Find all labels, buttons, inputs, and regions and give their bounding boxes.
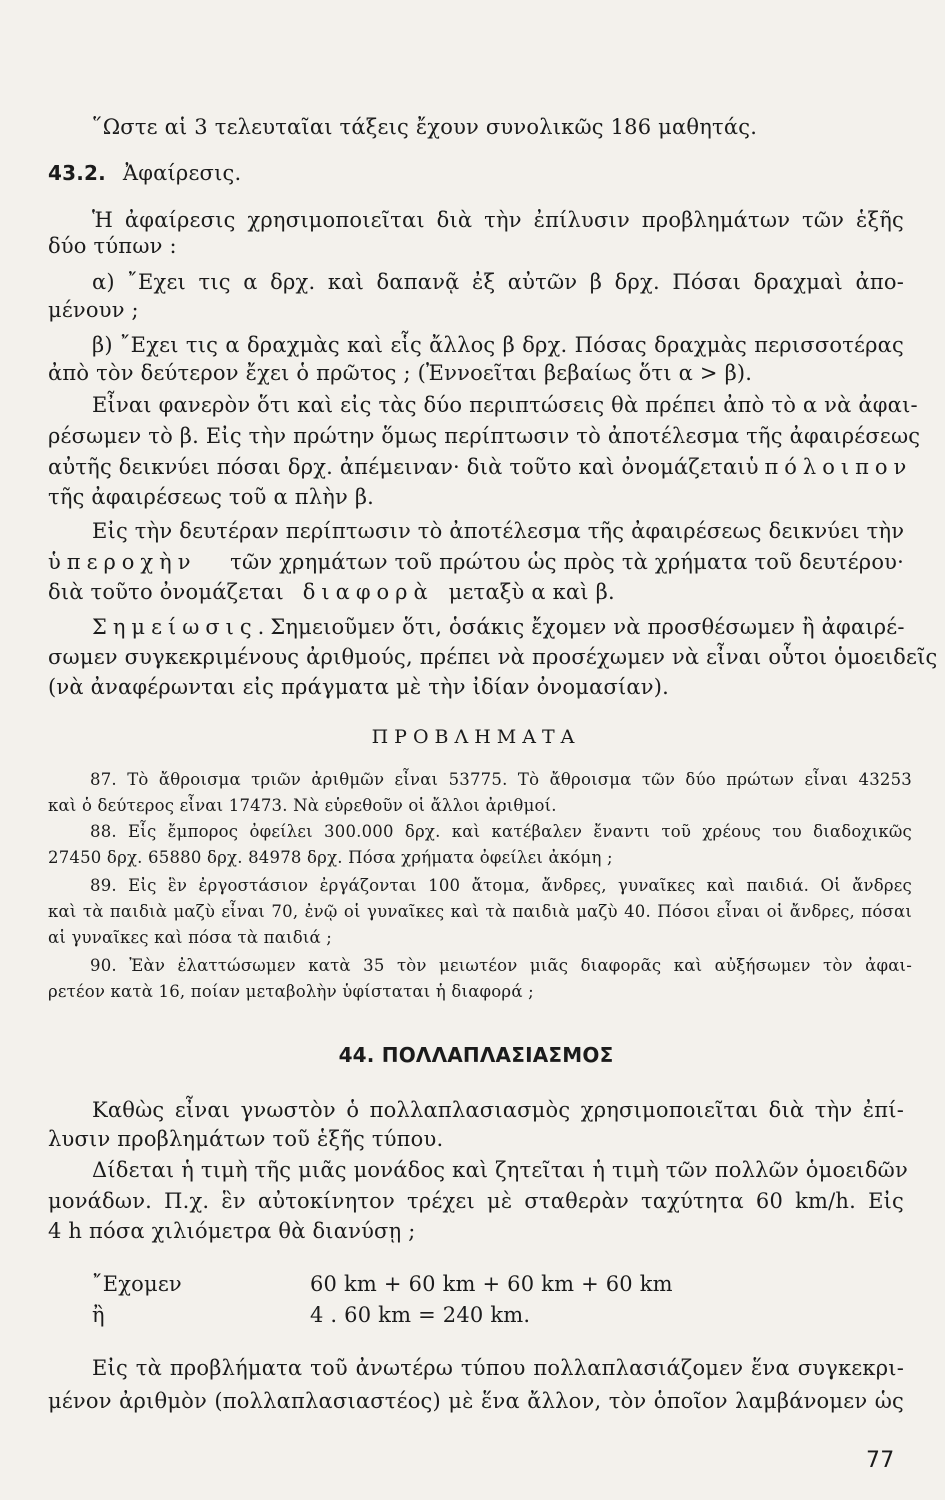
page-number: 77 [866, 1448, 895, 1473]
text-line: λυσιν προβλημάτων τοῦ ἑξῆς τύπου. [48, 1127, 444, 1151]
text-line: α) ῎Εχει τις α δρχ. καὶ δαπανᾷ ἐξ αὐτῶν β δρχ. Πόσαι δραχμαὶ ἀπο- [92, 270, 904, 294]
problem-88-line: 88. Εἷς ἔμπορος ὀφείλει 300.000 δρχ. καὶ κατέβαλεν ἔναντι τοῦ χρέους του διαδοχικῶς [90, 822, 912, 841]
text-line: δύο τύπων : [48, 234, 177, 258]
text-line: Εἰς τὴν δευτέραν περίπτωσιν τὸ ἀποτέλεσμα τῆς ἀφαιρέσεως δεικνύει τὴν [92, 519, 905, 543]
text-line [48, 452, 913, 482]
term-remainder: ὑπόλοιπον [745, 455, 913, 479]
problem-87-line: καὶ ὁ δεύτερος εἶναι 17473. Νὰ εὑρεθοῦν οἱ ἄλλοι ἀριθμοί. [48, 796, 557, 815]
text-line: 4 h πόσα χιλιόμετρα θὰ διανύσῃ ; [48, 1219, 416, 1243]
problems-heading: ΠΡΟΒΛΗΜΑΤΑ [371, 726, 581, 748]
text-line: Δίδεται ἡ τιμὴ τῆς μιᾶς μονάδος καὶ ζητεῖται ἡ τιμὴ τῶν πολλῶν ὁμοειδῶν [92, 1158, 908, 1182]
equation-label: ῎Εχομεν [92, 1272, 182, 1296]
problem-87-line: 87. Τὸ ἄθροισμα τριῶν ἀριθμῶν εἶναι 53775. Τὸ ἄθροισμα τῶν δύο πρώτων εἶναι 43253 [90, 770, 912, 789]
text-line: Καθὼς εἶναι γνωστὸν ὁ πολλαπλασιασμὸς χρησιμοποιεῖται διὰ τὴν ἐπί- [92, 1098, 904, 1122]
text-segment: διὰ τοῦτο ὀνομάζεται [48, 580, 284, 604]
problem-88-line: 27450 δρχ. 65880 δρχ. 84978 δρχ. Πόσα χρήματα ὀφείλει ἀκόμη ; [48, 848, 613, 867]
text-line: ρέσωμεν τὸ β. Εἰς τὴν πρώτην ὅμως περίπτωσιν τὸ ἀποτέλεσμα τῆς ἀφαιρέσεως [48, 424, 921, 448]
text-line [48, 577, 615, 607]
text-segment: μεταξὺ α καὶ β. [448, 580, 615, 604]
equation-line: 60 km + 60 km + 60 km + 60 km [310, 1272, 673, 1296]
text-segment: Σημειοῦμεν ὅτι, ὁσάκις ἔχομεν νὰ προσθέσωμεν ἢ ἀφαιρέ- [270, 615, 905, 639]
section-number: 43.2. [48, 161, 106, 185]
text-line: ῞Ωστε αἱ 3 τελευταῖαι τάξεις ἔχουν συνολικῶς 186 μαθητάς. [92, 115, 758, 139]
section-title: Ἀφαίρεσις. [122, 161, 242, 185]
problem-89-line: καὶ τὰ παιδιὰ μαζὺ εἶναι 70, ἐνῷ οἱ γυναῖκες καὶ τὰ παιδιὰ μαζὺ 40. Πόσοι εἶναι οἱ ἄνδρες, πόσαι [48, 902, 912, 921]
section-heading-43-2 [48, 158, 241, 188]
text-line [48, 547, 904, 577]
text-line: β) ῎Εχει τις α δραχμὰς καὶ εἷς ἄλλος β δρχ. Πόσας δραχμὰς περισσοτέρας [92, 333, 904, 357]
text-line: μένουν ; [48, 298, 139, 322]
text-line: μένον ἀριθμὸν (πολλαπλασιαστέος) μὲ ἕνα ἄλλον, τὸν ὁποῖον λαμβάνομεν ὡς [48, 1389, 904, 1413]
text-line: (νὰ ἀναφέρωνται εἰς πράγματα μὲ τὴν ἰδίαν ὀνομασίαν). [48, 675, 670, 699]
text-line: σωμεν συγκεκριμένους ἀριθμούς, πρέπει νὰ προσέχωμεν νὰ εἶναι οὗτοι ὁμοειδεῖς [48, 645, 938, 669]
text-line: Εἰς τὰ προβλήματα τοῦ ἀνωτέρω τύπου πολλαπλασιάζομεν ἕνα συγκεκρι- [92, 1356, 904, 1380]
problem-90-line: ρετέον κατὰ 16, ποίαν μεταβολὴν ὑφίσταται ἡ διαφορά ; [48, 982, 534, 1001]
term-excess: ὑπεροχὴν [48, 550, 197, 574]
text-line: τῆς ἀφαιρέσεως τοῦ α πλὴν β. [48, 485, 375, 509]
note-label: Σημείωσις. [92, 615, 271, 639]
section-heading-44: 44. ΠΟΛΛΑΠΛΑΣΙΑΣΜΟΣ [338, 1043, 614, 1067]
text-line: Ἡ ἀφαίρεσις χρησιμοποιεῖται διὰ τὴν ἐπίλυσιν προβλημάτων τῶν ἑξῆς [92, 208, 904, 232]
text-segment: αὐτῆς δεικνύει πόσαι δρχ. ἀπέμειναν· διὰ τοῦτο καὶ ὀνομάζεται [48, 455, 746, 479]
problem-89-line: 89. Εἰς ἓν ἐργοστάσιον ἐργάζονται 100 ἄτομα, ἄνδρες, γυναῖκες καὶ παιδιά. Οἱ ἄνδρες [90, 876, 912, 895]
text-line [92, 612, 904, 642]
text-segment: τῶν χρημάτων τοῦ πρώτου ὡς πρὸς τὰ χρήματα τοῦ δευτέρου· [230, 550, 904, 574]
equation-line: 4 . 60 km = 240 km. [310, 1303, 531, 1327]
term-difference: διαφορὰ [302, 580, 434, 604]
problem-90-line: 90. Ἐὰν ἐλαττώσωμεν κατὰ 35 τὸν μειωτέον μιᾶς διαφορᾶς καὶ αὐξήσωμεν τὸν ἀφαι- [90, 956, 912, 975]
text-line: μονάδων. Π.χ. ἓν αὐτοκίνητον τρέχει μὲ σταθερὰν ταχύτητα 60 km/h. Εἰς [48, 1189, 904, 1213]
problem-89-line: αἱ γυναῖκες καὶ πόσα τὰ παιδιά ; [48, 928, 333, 947]
text-line: Εἶναι φανερὸν ὅτι καὶ εἰς τὰς δύο περιπτώσεις θὰ πρέπει ἀπὸ τὸ α νὰ ἀφαι- [92, 393, 918, 417]
text-line: ἀπὸ τὸν δεύτερον ἔχει ὁ πρῶτος ; (Ἐννοεῖται βεβαίως ὅτι α > β). [48, 361, 753, 385]
equation-label: ἢ [92, 1303, 105, 1327]
